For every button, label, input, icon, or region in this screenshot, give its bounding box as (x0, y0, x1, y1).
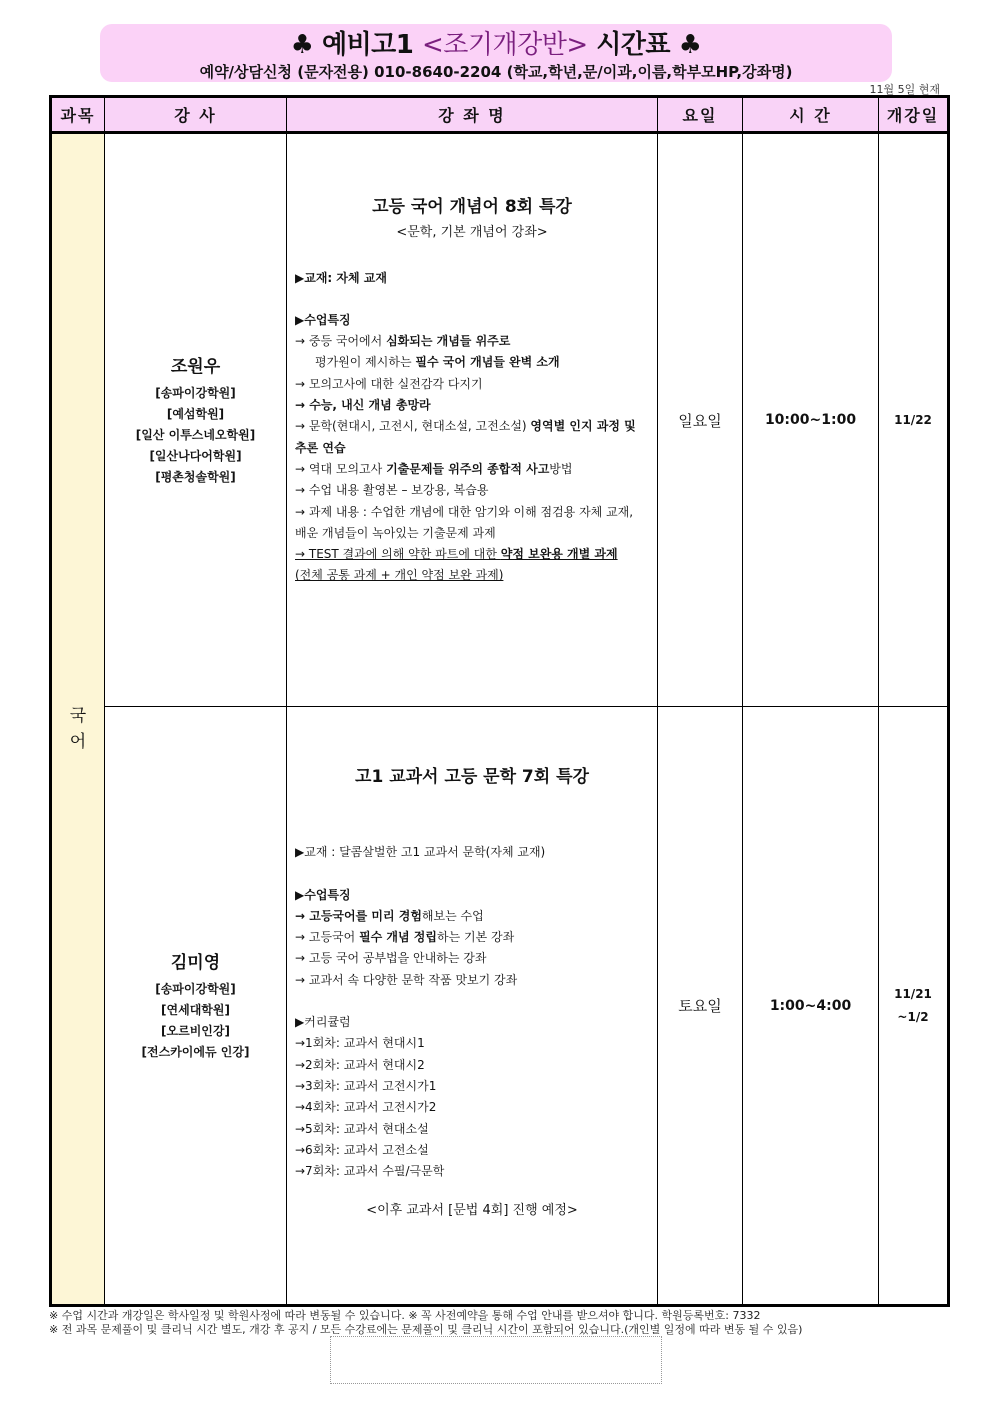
schedule-table (49, 95, 950, 1307)
footnote: ※ 전 과목 문제풀이 및 클리닉 시간 별도, 개강 후 공지 / 모든 수강료에는 문제풀이 및 클리닉 시간이 포함되어 있습니다.(개인별 일정에 따라 변동 될 수 있음) (49, 1323, 803, 1336)
instructor-cell (105, 133, 287, 707)
curriculum-item: →7회차: 교과서 수필/극문학 (295, 1164, 445, 1179)
title-banner (100, 24, 892, 82)
date-note: 11월 5일 현재 (869, 83, 940, 96)
time-cell: 1:00~4:00 (743, 707, 879, 1306)
course-textbook: ▶교재: 자체 교재 (295, 270, 387, 285)
feature-line: → 고등국어 필수 개념 정립하는 기본 강좌 (295, 930, 515, 945)
column-header-day: 요일 (658, 97, 743, 133)
instructor-org: [연세대학원] (161, 1003, 230, 1017)
feature-line: 평가원이 제시하는 필수 국어 개념들 완벽 소개 (315, 355, 560, 370)
instructor-name: 조원우 (170, 357, 221, 377)
open-date: 11/21 (894, 986, 932, 1001)
instructor-org: [송파이강학원] (155, 982, 236, 996)
course-cell (287, 133, 658, 707)
feature-line: → 문학(현대시, 고전시, 현대소설, 고전소설) 영역별 인지 과정 및 추론 연습 (295, 419, 636, 455)
column-header-open-date: 개강일 (879, 97, 949, 133)
feature-line: → 과제 내용 : 수업한 개념에 대한 암기와 이해 점검용 자체 교재, (295, 504, 634, 519)
feature-line: → 중등 국어에서 심화되는 개념들 위주로 (295, 334, 511, 349)
club-icon-right: ♣ (678, 30, 702, 60)
club-icon-left: ♣ (290, 30, 314, 60)
course-subtitle: <문학, 기본 개념어 강좌> (396, 225, 548, 241)
instructor-org: [일산 이투스네오학원] (135, 428, 256, 442)
page-title (100, 24, 892, 63)
after-note: <이후 교과서 [문법 4회] 진행 예정> (366, 1203, 578, 1219)
curriculum-item: →4회차: 교과서 고전시가2 (295, 1100, 437, 1115)
column-header-course: 강 좌 명 (287, 97, 658, 133)
instructor-org: [오르비인강] (161, 1024, 230, 1038)
feature-line: → 수능, 내신 개념 총망라 (295, 398, 431, 413)
features-label: ▶수업특징 (295, 887, 351, 902)
feature-line: 배운 개념들이 녹아있는 기출문제 과제 (295, 525, 496, 540)
open-date-cell (879, 707, 949, 1306)
blank-dotted-box (330, 1336, 662, 1384)
title-prefix: 예비고1 (321, 30, 414, 60)
instructor-org: [평촌청솔학원] (155, 470, 236, 484)
feature-line: → 수업 내용 촬영본 – 보강용, 복습용 (295, 483, 489, 498)
column-header-time: 시 간 (743, 97, 879, 133)
instructor-org: [예섬학원] (166, 407, 225, 421)
title-accent: <조기개강반> (421, 30, 588, 60)
table-row (51, 707, 949, 1306)
day-cell: 일요일 (658, 133, 743, 707)
course-title: 고1 교과서 고등 문학 7회 특강 (355, 767, 589, 787)
feature-line: → TEST 결과에 의해 약한 파트에 대한 약점 보완용 개별 과제 (295, 547, 618, 562)
feature-line: → 역대 모의고사 기출문제들 위주의 종합적 사고방법 (295, 461, 573, 476)
course-cell (287, 707, 658, 1306)
contact-subtitle: 예약/상담신청 (문자전용) 010-8640-2204 (학교,학년,문/이과,이름,학부모HP,강좌명) (199, 63, 793, 81)
feature-line: → 고등국어를 미리 경험해보는 수업 (295, 908, 484, 923)
open-date: ~1/2 (897, 1009, 929, 1024)
features-label: ▶수업특징 (295, 312, 351, 327)
curriculum-item: →6회차: 교과서 고전소설 (295, 1142, 429, 1157)
instructor-org: [일산나다어학원] (149, 449, 242, 463)
curriculum-item: →3회차: 교과서 고전시가1 (295, 1078, 437, 1093)
footnote: ※ 수업 시간과 개강일은 학사일정 및 학원사정에 따라 변동될 수 있습니다. ※ 꼭 사전예약을 통해 수업 안내를 받으셔야 합니다. 학원등록번호: 7332 (49, 1309, 761, 1322)
subject-char: 국 (69, 706, 87, 726)
feature-line: → 교과서 속 다양한 문학 작품 맛보기 강좌 (295, 972, 518, 987)
feature-line: → 모의고사에 대한 실전감각 다지기 (295, 376, 483, 391)
instructor-name: 김미영 (170, 953, 221, 973)
course-textbook: ▶교재 : 달콤살벌한 고1 교과서 문학(자체 교재) (295, 845, 546, 860)
table-header-row (51, 97, 949, 133)
instructor-org: [전스카이에듀 인강] (141, 1045, 250, 1059)
instructor-org: [송파이강학원] (155, 386, 236, 400)
instructor-cell (105, 707, 287, 1306)
open-date: 11/22 (894, 412, 932, 427)
subject-cell (51, 133, 105, 1306)
feature-line: (전체 공통 과제 + 개인 약점 보완 과제) (295, 568, 504, 583)
column-header-instructor: 강 사 (105, 97, 287, 133)
open-date-cell (879, 133, 949, 707)
curriculum-item: →5회차: 교과서 현대소설 (295, 1121, 429, 1136)
curriculum-label: ▶커리큘럼 (295, 1015, 351, 1030)
time-cell: 10:00~1:00 (743, 133, 879, 707)
column-header-subject: 과목 (51, 97, 105, 133)
curriculum-item: →1회차: 교과서 현대시1 (295, 1036, 425, 1051)
day-cell: 토요일 (658, 707, 743, 1306)
course-title: 고등 국어 개념어 8회 특강 (372, 197, 572, 217)
table-row (51, 133, 949, 707)
title-suffix: 시간표 (596, 30, 671, 60)
subject-char: 어 (69, 732, 87, 752)
feature-line: → 고등 국어 공부법을 안내하는 강좌 (295, 951, 487, 966)
curriculum-item: →2회차: 교과서 현대시2 (295, 1057, 425, 1072)
